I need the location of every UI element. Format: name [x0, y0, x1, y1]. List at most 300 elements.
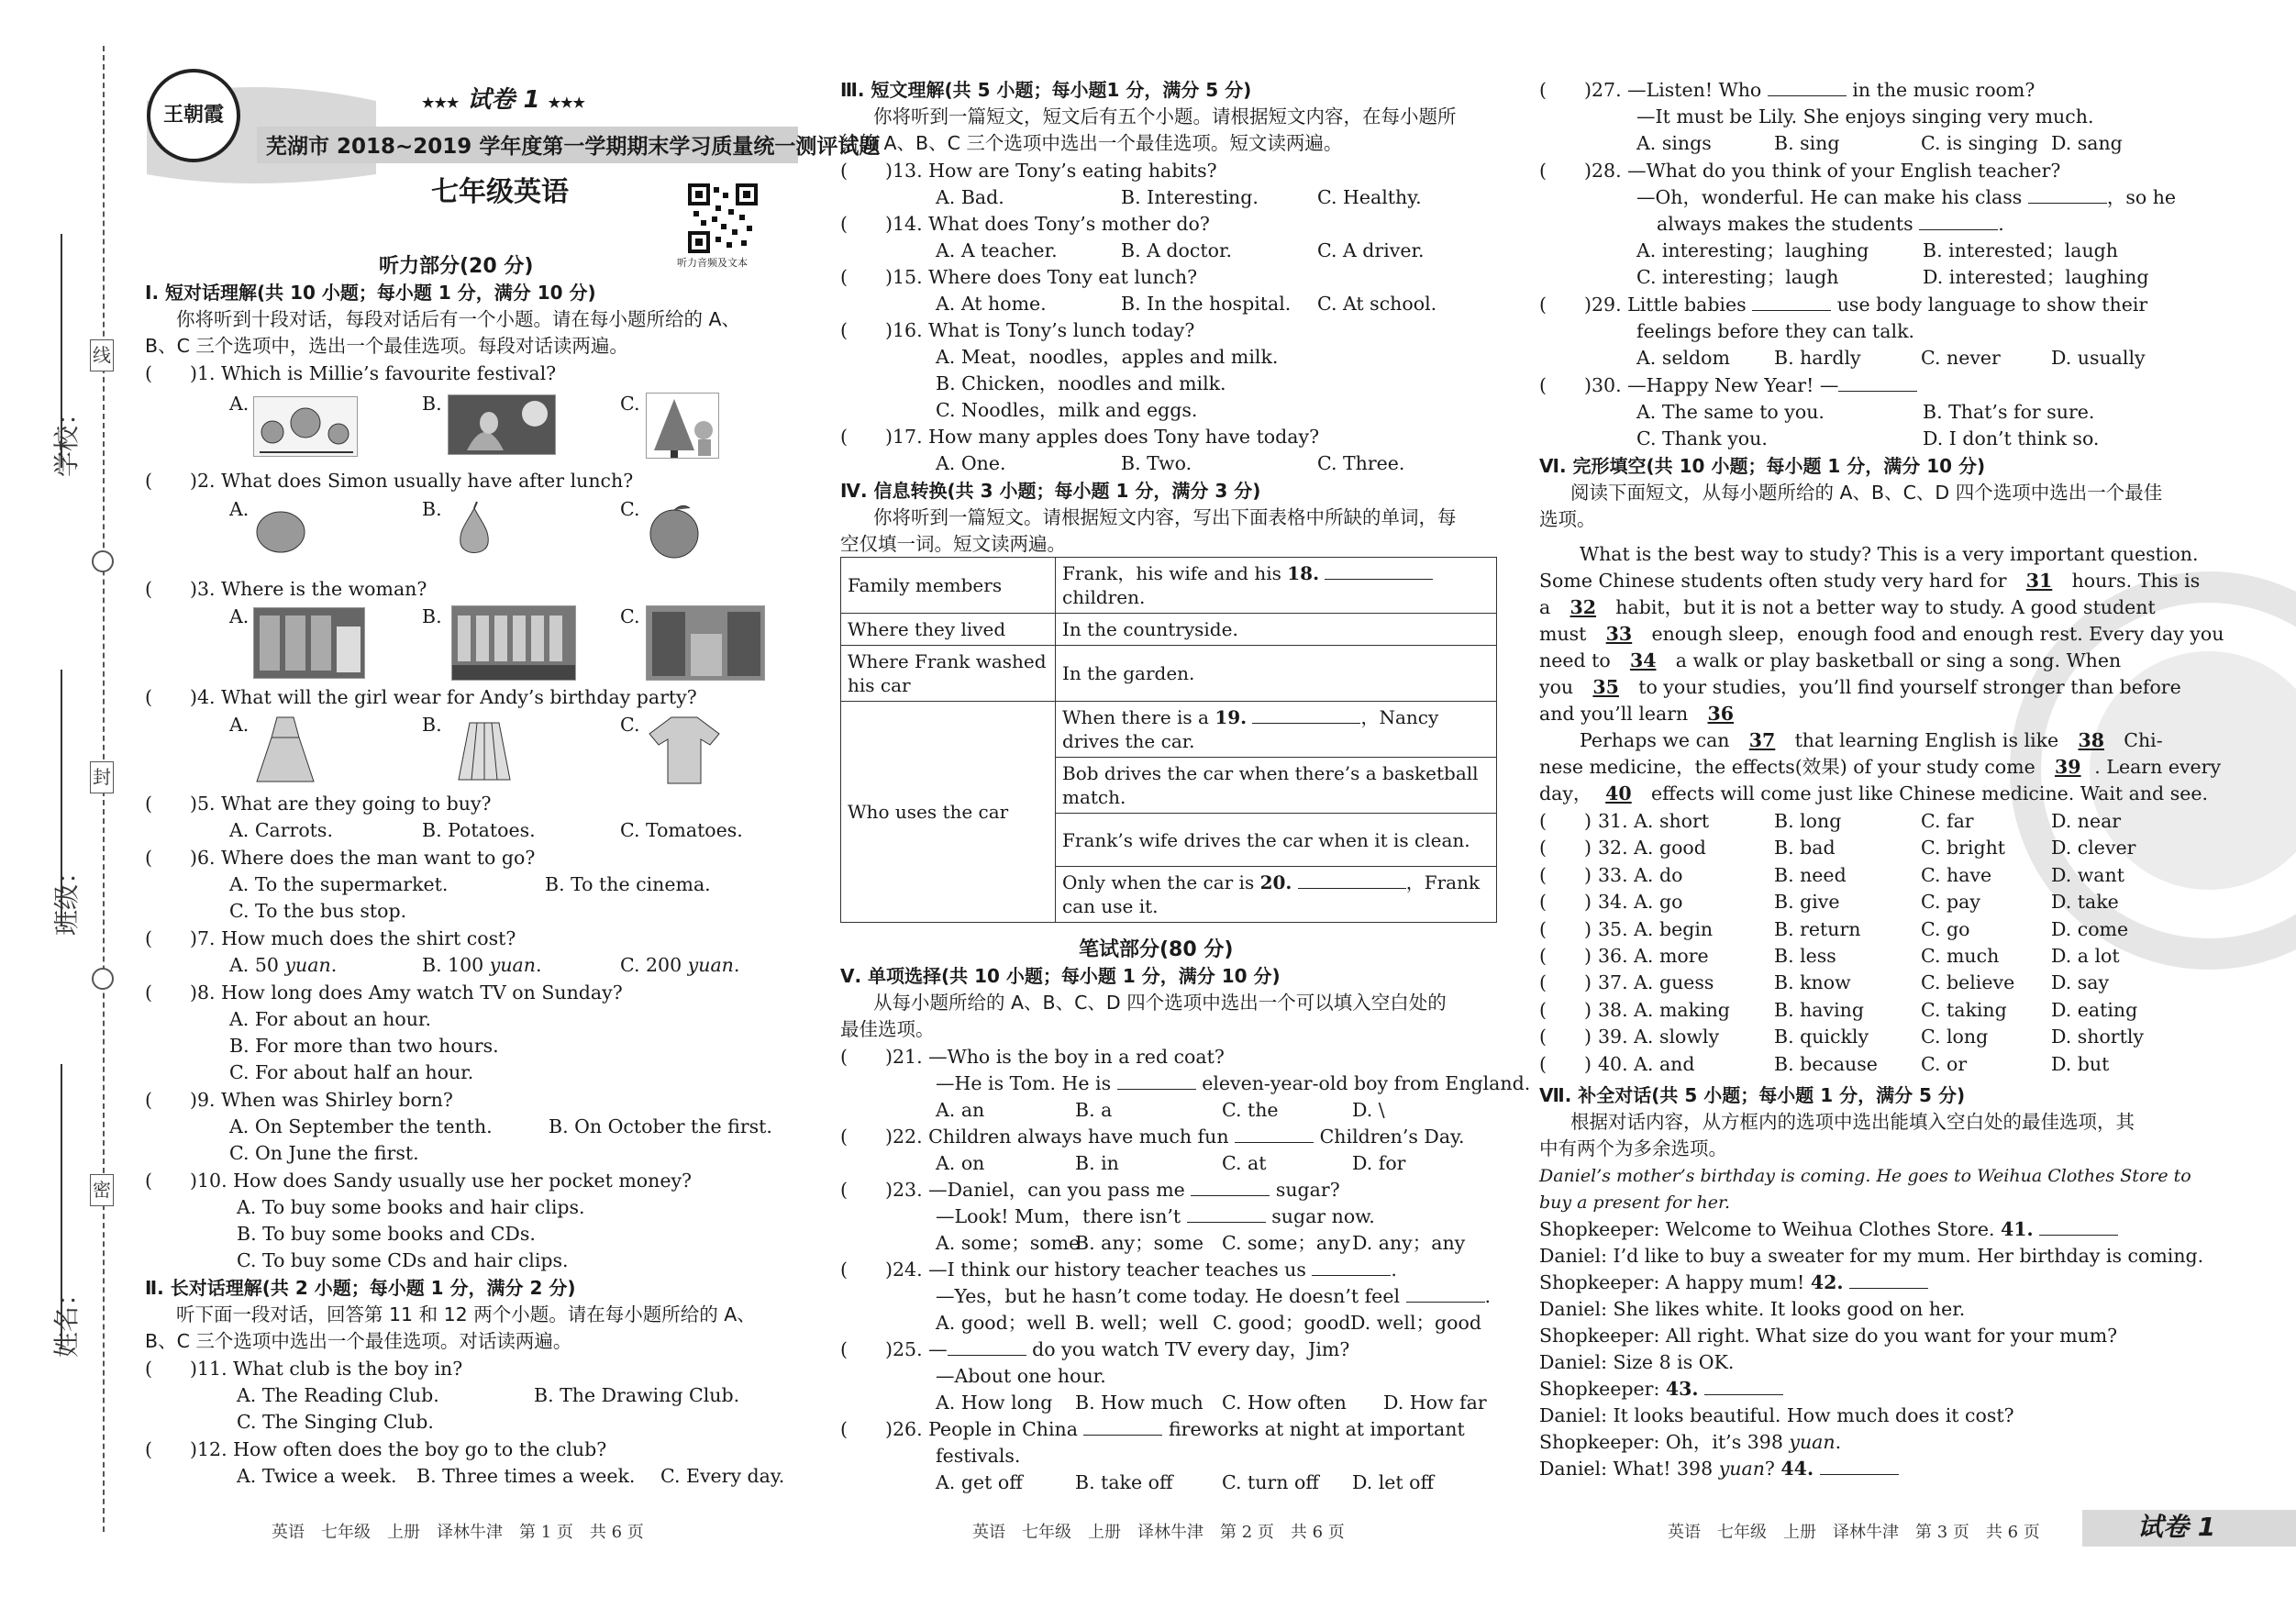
cloze-option[interactable]: C. go	[1921, 917, 1970, 940]
answer-paren[interactable]: ( )	[145, 793, 197, 815]
cloze-option[interactable]: 37. A. guess	[1598, 971, 1714, 994]
blank-41-number: 41.	[2001, 1218, 2034, 1240]
q15-option-b[interactable]: B. In the hospital.	[1121, 293, 1292, 315]
q30-option-c[interactable]: C. Thank you.	[1636, 427, 1768, 449]
dialog-intro-2: buy a present for her.	[1539, 1192, 1731, 1213]
q30[interactable]	[1539, 372, 1917, 399]
q3-image-a-library[interactable]	[253, 607, 365, 679]
answer-paren[interactable]: ( )	[1539, 374, 1592, 396]
q1-option-a-label[interactable]: A.	[229, 393, 250, 415]
q22-option-b[interactable]: B. in	[1075, 1152, 1119, 1174]
q4-image-b-skirt[interactable]	[455, 719, 514, 785]
blank-26[interactable]	[1083, 1417, 1162, 1436]
cloze-option[interactable]: 36. A. more	[1598, 945, 1709, 967]
answer-paren[interactable]: ( )	[840, 1126, 893, 1148]
q2-text: 2. What does Simon usually have after lunch?	[197, 470, 634, 492]
q23-option-b[interactable]: B. any；some	[1075, 1232, 1204, 1254]
q11-option-c[interactable]: C. The Singing Club.	[237, 1411, 434, 1433]
cloze-option[interactable]: 40. A. and	[1598, 1052, 1695, 1075]
section-6-intro-2: 选项。	[1539, 508, 1596, 530]
q24-text-2: .	[1391, 1259, 1397, 1281]
q16[interactable]	[840, 317, 1194, 344]
blank-41[interactable]	[2039, 1217, 2118, 1236]
q14[interactable]	[840, 211, 1210, 238]
q7-option-b[interactable]: B. 100 yuan.	[422, 954, 542, 976]
table-key: Family members	[841, 558, 1056, 614]
blank-35[interactable]: 35	[1592, 676, 1619, 698]
answer-paren[interactable]: ( )	[840, 426, 893, 448]
answer-paren[interactable]: ( )	[840, 1179, 893, 1201]
q29-option-d[interactable]: D. usually	[2051, 347, 2146, 369]
q27[interactable]	[1539, 77, 2035, 104]
q11[interactable]	[145, 1356, 462, 1382]
blank-22[interactable]	[1235, 1125, 1314, 1143]
q23-option-c[interactable]: C. some；any	[1222, 1232, 1350, 1254]
q13-option-a[interactable]: A. Bad.	[936, 186, 1004, 208]
q9-text: 9. When was Shirley born?	[197, 1089, 453, 1111]
exam-tag	[422, 87, 585, 116]
answer-paren[interactable]: ( )	[840, 1418, 893, 1440]
blank-34[interactable]: 34	[1629, 649, 1657, 671]
cloze-option[interactable]: B. quickly	[1774, 1026, 1869, 1048]
cloze-option[interactable]: B. because	[1774, 1052, 1878, 1075]
q2[interactable]	[145, 468, 633, 494]
q4-option-b-label[interactable]: B.	[422, 714, 442, 736]
blank-39[interactable]: 39	[2055, 756, 2081, 778]
cloze-option[interactable]: D. say	[2051, 971, 2110, 994]
q13[interactable]	[840, 158, 1217, 184]
yuan-unit: yuan	[687, 954, 734, 976]
cloze-option[interactable]: D. clever	[2051, 837, 2136, 859]
q24-option-c[interactable]: C. good；good	[1213, 1312, 1351, 1334]
q8[interactable]	[145, 980, 623, 1006]
dialog-text: Daniel: What! 398	[1539, 1458, 1714, 1480]
q30-option-d[interactable]: D. I don’t think so.	[1923, 427, 2100, 449]
cloze-option[interactable]: C. long	[1921, 1026, 1989, 1048]
q9[interactable]	[145, 1087, 453, 1114]
cloze-option[interactable]: B. bad	[1774, 837, 1836, 859]
q16-option-a[interactable]: A. Meat，noodles，apples and milk.	[936, 346, 1279, 368]
q28-text-3: ，so he	[2106, 186, 2177, 208]
q10-option-a[interactable]: A. To buy some books and hair clips.	[237, 1196, 585, 1218]
q28-option-b[interactable]: B. interested；laugh	[1923, 239, 2118, 261]
answer-paren[interactable]: ( )	[1539, 160, 1592, 182]
q22-option-a[interactable]: A. on	[936, 1152, 985, 1174]
answer-paren[interactable]: ( )	[840, 1046, 893, 1068]
cloze-option[interactable]: 38. A. making	[1598, 998, 1730, 1021]
section-3-intro-1: 你将听到一篇短文，短文后有五个小题。请根据短文内容，在每小题所	[873, 105, 1457, 128]
q23-option-a[interactable]: A. some；some	[936, 1232, 1081, 1254]
q26-option-b[interactable]: B. take off	[1075, 1471, 1173, 1493]
q25-option-d[interactable]: D. How far	[1383, 1392, 1487, 1414]
q17-option-c[interactable]: C. Three.	[1317, 452, 1405, 474]
q1[interactable]	[145, 360, 556, 387]
q2-option-a-label[interactable]: A.	[229, 498, 250, 520]
blank-23a[interactable]	[1191, 1178, 1270, 1196]
row4-text-4: ，Frank can use it.	[1062, 871, 1481, 917]
q4[interactable]	[145, 684, 697, 711]
q6-option-a[interactable]: A. To the supermarket.	[229, 873, 449, 895]
dialog-line-2: Daniel: I’d like to buy a sweater for my mum. Her birthday is coming.	[1539, 1245, 2204, 1267]
section-1-intro-1: 你将听到十段对话，每段对话后有一个小题。请在每小题所给的 A、	[176, 308, 741, 330]
q3-option-b-label[interactable]: B.	[422, 605, 442, 627]
blank-38[interactable]: 38	[2078, 729, 2104, 751]
q17-option-a[interactable]: A. One.	[936, 452, 1006, 474]
blank-40[interactable]: 40	[1605, 782, 1632, 804]
section-7-heading: Ⅶ. 补全对话(共 5 小题；每小题 1 分，满分 5 分)	[1539, 1084, 1966, 1106]
cloze-option[interactable]: C. have	[1921, 863, 1992, 886]
cloze-option[interactable]: B. less	[1774, 945, 1836, 967]
cloze-option[interactable]: B. having	[1774, 998, 1864, 1021]
answer-paren[interactable]: ( )	[1539, 971, 1592, 994]
stars-left: ★★★	[422, 94, 460, 111]
cloze-option[interactable]: B. long	[1774, 810, 1842, 832]
q6[interactable]	[145, 845, 535, 871]
written-title: 笔试部分(80 分)	[1079, 938, 1234, 961]
q5[interactable]	[145, 791, 492, 817]
q10[interactable]	[145, 1168, 692, 1194]
q8-option-c[interactable]: C. For about half an hour.	[229, 1061, 474, 1083]
q14-option-b[interactable]: B. A doctor.	[1121, 239, 1233, 261]
cloze-line-5	[1539, 648, 2121, 674]
answer-paren[interactable]: ( )	[1539, 917, 1592, 940]
q2-image-c-orange[interactable]	[646, 501, 703, 560]
blank-21[interactable]	[1117, 1071, 1196, 1090]
blank-37[interactable]: 37	[1748, 729, 1776, 751]
q24[interactable]	[840, 1257, 1397, 1283]
listening-title: 听力部分(20 分)	[379, 255, 534, 278]
q25-text-2: do you watch TV every day，Jim?	[1032, 1338, 1350, 1360]
q2-option-c-label[interactable]: C.	[620, 498, 640, 520]
answer-paren[interactable]: ( )	[840, 266, 893, 288]
school-field[interactable]	[61, 234, 62, 468]
blank-24a[interactable]	[1312, 1258, 1391, 1276]
q29[interactable]	[1539, 292, 2147, 318]
cloze-option[interactable]: B. give	[1774, 891, 1840, 914]
q27-option-b[interactable]: B. sing	[1774, 132, 1840, 154]
q10-option-b[interactable]: B. To buy some books and CDs.	[237, 1223, 536, 1245]
cloze-text: nese medicine，the effects(效果) of your study come	[1539, 756, 2035, 778]
q12[interactable]	[145, 1436, 606, 1463]
q3-image-b-shop[interactable]	[451, 605, 576, 681]
q26-option-c[interactable]: C. turn off	[1222, 1471, 1319, 1493]
q15[interactable]	[840, 264, 1197, 291]
cloze-option[interactable]: D. but	[2051, 1052, 2110, 1075]
q3[interactable]	[145, 576, 427, 603]
answer-paren[interactable]: ( )	[1539, 891, 1592, 914]
answer-paren[interactable]: ( )	[1539, 810, 1592, 832]
answer-paren[interactable]: ( )	[145, 470, 197, 492]
table-row	[841, 702, 1497, 758]
cloze-text: Perhaps we can	[1580, 729, 1730, 751]
cloze-option[interactable]: 35. A. begin	[1598, 917, 1714, 940]
q24-option-a[interactable]: A. good；well	[936, 1312, 1067, 1334]
q30-option-b[interactable]: B. That’s for sure.	[1923, 401, 2095, 423]
q22-text-2: Children’s Day.	[1319, 1126, 1465, 1148]
q9-option-c[interactable]: C. On June the first.	[229, 1142, 419, 1164]
q16-text: 16. What is Tony’s lunch today?	[893, 319, 1195, 341]
q3-option-a-label[interactable]: A.	[229, 605, 250, 627]
table-value: In the countryside.	[1056, 614, 1497, 646]
blank-24b[interactable]	[1406, 1284, 1485, 1303]
q24-option-b[interactable]: B. well；well	[1075, 1312, 1199, 1334]
blank-28a[interactable]	[2028, 185, 2107, 204]
q10-option-c[interactable]: C. To buy some CDs and hair clips.	[237, 1249, 569, 1271]
cloze-option[interactable]: C. bright	[1921, 837, 2006, 859]
cloze-option[interactable]: D. eating	[2051, 998, 2138, 1021]
answer-paren[interactable]: ( )	[840, 160, 893, 182]
cloze-option[interactable]: D. near	[2051, 810, 2122, 832]
q22-option-d[interactable]: D. for	[1352, 1152, 1406, 1174]
table-row	[841, 558, 1497, 614]
answer-paren[interactable]: ( )	[1539, 1026, 1592, 1048]
q28[interactable]	[1539, 158, 2060, 184]
q12-option-c[interactable]: C. Every day.	[660, 1465, 785, 1487]
q27-text: 27. —Listen! Who	[1592, 79, 1762, 101]
cloze-option[interactable]: C. far	[1921, 810, 1974, 832]
q27-option-c[interactable]: C. is singing	[1921, 132, 2038, 154]
q28-text-5: .	[1998, 213, 2004, 235]
q13-option-c[interactable]: C. Healthy.	[1317, 186, 1422, 208]
cloze-option[interactable]: B. know	[1774, 971, 1851, 994]
answer-paren[interactable]: ( )	[145, 981, 197, 1004]
footer-page-2: 英语 七年级 上册 译林牛津 第 2 页 共 6 页	[972, 1523, 1345, 1542]
answer-paren[interactable]: ( )	[840, 213, 893, 235]
q17-option-b[interactable]: B. Two.	[1121, 452, 1192, 474]
blank-43-number: 43.	[1665, 1378, 1699, 1400]
blank-19[interactable]	[1252, 705, 1360, 724]
q6-option-c[interactable]: C. To the bus stop.	[229, 900, 407, 922]
blank-27[interactable]	[1768, 78, 1847, 96]
answer-paren[interactable]: ( )	[1539, 79, 1592, 101]
q7-option-c[interactable]: C. 200 yuan.	[620, 954, 740, 976]
section-2-intro-1: 听下面一段对话，回答第 11 和 12 两个小题。请在每小题所给的 A、	[176, 1303, 756, 1325]
q2-image-a-pear[interactable]	[253, 505, 308, 556]
q4-image-a-dress[interactable]	[253, 714, 317, 787]
answer-paren[interactable]: ( )	[145, 927, 197, 949]
qr-code[interactable]	[688, 183, 758, 253]
answer-paren[interactable]: ( )	[1539, 945, 1592, 967]
q23-text-3: —Look! Mum，there isn’t	[936, 1205, 1181, 1227]
cloze-text: must	[1539, 623, 1587, 645]
q12-option-a[interactable]: A. Twice a week.	[237, 1465, 397, 1487]
answer-paren[interactable]: ( )	[145, 1089, 197, 1111]
q24-option-d[interactable]: D. well；good	[1350, 1312, 1481, 1334]
q1-image-a[interactable]	[253, 396, 358, 457]
answer-paren[interactable]: ( )	[145, 362, 197, 384]
q16-option-b[interactable]: B. Chicken，noodles and milk.	[936, 372, 1226, 394]
cloze-option[interactable]: C. or	[1921, 1052, 1968, 1075]
answer-paren[interactable]: ( )	[1539, 294, 1592, 316]
blank-33[interactable]: 33	[1605, 623, 1633, 645]
blank-31[interactable]: 31	[2025, 570, 2053, 592]
q9-option-a[interactable]: A. On September the tenth.	[229, 1115, 493, 1137]
q7b-text: B. 100	[422, 954, 484, 976]
q8-option-a[interactable]: A. For about an hour.	[229, 1008, 431, 1030]
answer-paren[interactable]: ( )	[145, 847, 197, 869]
blank-30[interactable]	[1838, 373, 1917, 392]
answer-paren[interactable]: ( )	[145, 578, 197, 600]
blank-18[interactable]	[1325, 561, 1433, 580]
cloze-option[interactable]: 33. A. do	[1598, 863, 1683, 886]
table-key: Who uses the car	[841, 702, 1056, 923]
q21-option-d[interactable]: D. \	[1352, 1099, 1385, 1121]
q1-image-b[interactable]	[448, 394, 556, 455]
answer-paren[interactable]: ( )	[145, 686, 197, 708]
class-field[interactable]	[61, 670, 62, 926]
q26[interactable]	[840, 1416, 1465, 1443]
answer-paren[interactable]: ( )	[1539, 863, 1592, 886]
q23[interactable]	[840, 1177, 1340, 1203]
blank-42[interactable]	[1849, 1270, 1928, 1289]
cloze-option[interactable]: D. a lot	[2051, 945, 2120, 967]
q21-option-a[interactable]: A. an	[936, 1099, 985, 1121]
q14-option-c[interactable]: C. A driver.	[1317, 239, 1425, 261]
cloze-option[interactable]: B. need	[1774, 863, 1847, 886]
name-label: 姓名：	[51, 1280, 82, 1358]
blank-25[interactable]	[948, 1337, 1026, 1356]
q29-option-a[interactable]: A. seldom	[1636, 347, 1730, 369]
answer-paren[interactable]: ( )	[145, 1358, 197, 1380]
q21[interactable]	[840, 1044, 1225, 1070]
cloze-option[interactable]: C. pay	[1921, 891, 1980, 914]
q14-option-a[interactable]: A. A teacher.	[936, 239, 1058, 261]
cloze-line-8	[1580, 727, 2163, 754]
q12-option-b[interactable]: B. Three times a week.	[416, 1465, 636, 1487]
q13-option-b[interactable]: B. Interesting.	[1121, 186, 1259, 208]
answer-paren[interactable]: ( )	[1539, 1052, 1592, 1075]
cloze-line-9	[1539, 754, 2221, 781]
q26-option-d[interactable]: D. let off	[1352, 1471, 1435, 1493]
section-5-heading: Ⅴ. 单项选择(共 10 小题；每小题 1 分，满分 10 分)	[840, 965, 1281, 987]
cloze-option[interactable]: C. taking	[1921, 998, 2007, 1021]
section-2-heading: Ⅱ. 长对话理解(共 2 小题；每小题 1 分，满分 2 分)	[145, 1277, 576, 1299]
cloze-option[interactable]: 31. A. short	[1598, 810, 1710, 832]
exam-title: 芜湖市 2018~2019 学年度第一学期期末学习质量统一测评试题	[266, 135, 881, 159]
answer-paren[interactable]: ( )	[1539, 837, 1592, 859]
q2-image-b-pear[interactable]	[451, 501, 497, 560]
q1-image-c[interactable]	[646, 393, 719, 459]
dialog-line-10: Daniel: What! 398 yuan? 44.	[1539, 1456, 1899, 1482]
q26-option-a[interactable]: A. get off	[936, 1471, 1023, 1493]
q23-option-d[interactable]: D. any；any	[1352, 1232, 1466, 1254]
q4-image-c-coat[interactable]	[646, 714, 723, 787]
q5-option-b[interactable]: B. Potatoes.	[422, 819, 536, 841]
blank-28b[interactable]	[1919, 212, 1998, 230]
cloze-option[interactable]: C. believe	[1921, 971, 2015, 994]
q4-option-c-label[interactable]: C.	[620, 714, 640, 736]
q2-option-b-label[interactable]: B.	[422, 498, 442, 520]
q11-option-b[interactable]: B. The Drawing Club.	[534, 1384, 740, 1406]
name-field[interactable]	[61, 1064, 62, 1348]
q9-option-b[interactable]: B. On October the first.	[549, 1115, 772, 1137]
answer-paren[interactable]: ( )	[840, 319, 893, 341]
q7[interactable]	[145, 926, 516, 952]
q15-option-a[interactable]: A. At home.	[936, 293, 1047, 315]
q29-option-b[interactable]: B. hardly	[1774, 347, 1861, 369]
answer-paren[interactable]: ( )	[840, 1338, 893, 1360]
q1-option-c-label[interactable]: C.	[620, 393, 640, 415]
q21-option-c[interactable]: C. the	[1222, 1099, 1279, 1121]
q25[interactable]	[840, 1336, 1349, 1363]
q8-option-b[interactable]: B. For more than two hours.	[229, 1035, 499, 1057]
blank-44[interactable]	[1820, 1457, 1899, 1475]
blank-23b[interactable]	[1187, 1204, 1266, 1223]
q4-option-a-label[interactable]: A.	[229, 714, 250, 736]
q25-option-a[interactable]: A. How long	[936, 1392, 1053, 1414]
q27-line-2: —It must be Lily. She enjoys singing very much.	[1636, 105, 2094, 128]
q27-option-a[interactable]: A. sings	[1636, 132, 1712, 154]
yuan-unit: yuan	[1718, 1458, 1765, 1480]
answer-paren[interactable]: ( )	[145, 1438, 197, 1460]
q26-line-2: festivals.	[936, 1445, 1021, 1467]
blank-43[interactable]	[1704, 1377, 1783, 1395]
q28-option-c[interactable]: C. interesting；laugh	[1636, 266, 1839, 288]
cloze-option[interactable]: D. take	[2051, 891, 2119, 914]
q25-option-c[interactable]: C. How often	[1222, 1392, 1347, 1414]
cloze-option[interactable]: D. come	[2051, 917, 2129, 940]
q23-line-2	[936, 1203, 1375, 1230]
cloze-text: need to	[1539, 649, 1611, 671]
blank-32[interactable]: 32	[1569, 596, 1597, 618]
cloze-text: habit，but it is not a better way to study. A good student	[1615, 596, 2156, 618]
q28-text: 28. —What do you think of your English teacher?	[1592, 160, 2061, 182]
answer-paren[interactable]: ( )	[1539, 998, 1592, 1021]
cloze-text: and you’ll learn	[1539, 703, 1689, 725]
cloze-option[interactable]: D. want	[2051, 863, 2124, 886]
q25-option-b[interactable]: B. How much	[1075, 1392, 1203, 1414]
cloze-option[interactable]: C. much	[1921, 945, 2000, 967]
q6-option-b[interactable]: B. To the cinema.	[545, 873, 711, 895]
q11-option-a[interactable]: A. The Reading Club.	[237, 1384, 439, 1406]
q28-option-d[interactable]: D. interested；laughing	[1923, 266, 2149, 288]
cloze-option[interactable]: 39. A. slowly	[1598, 1026, 1720, 1048]
q3-text: 3. Where is the woman?	[197, 578, 427, 600]
q21-option-b[interactable]: B. a	[1075, 1099, 1113, 1121]
cloze-option[interactable]: D. shortly	[2051, 1026, 2144, 1048]
answer-paren[interactable]: ( )	[840, 1259, 893, 1281]
q7-option-a[interactable]: A. 50 yuan.	[229, 954, 338, 976]
q29-option-c[interactable]: C. never	[1921, 347, 2001, 369]
q5-option-c[interactable]: C. Tomatoes.	[620, 819, 743, 841]
q27-option-d[interactable]: D. sang	[2051, 132, 2123, 154]
q16-option-c[interactable]: C. Noodles，milk and eggs.	[936, 399, 1198, 421]
q5-option-a[interactable]: A. Carrots.	[229, 819, 333, 841]
q3-image-c-supermarket[interactable]	[646, 605, 765, 681]
cloze-option[interactable]: B. return	[1774, 917, 1861, 940]
q3-option-c-label[interactable]: C.	[620, 605, 640, 627]
q17[interactable]	[840, 424, 1319, 450]
q28-option-a[interactable]: A. interesting；laughing	[1636, 239, 1869, 261]
blank-36[interactable]: 36	[1707, 703, 1735, 725]
q22[interactable]	[840, 1124, 1464, 1150]
row1-text: Frank，his wife and his	[1062, 562, 1281, 584]
q30-option-a[interactable]: A. The same to you.	[1636, 401, 1825, 423]
q1-option-b-label[interactable]: B.	[422, 393, 442, 415]
table-value	[1056, 867, 1497, 923]
answer-paren[interactable]: ( )	[145, 1170, 197, 1192]
q15-option-c[interactable]: C. At school.	[1317, 293, 1437, 315]
q22-option-c[interactable]: C. at	[1222, 1152, 1267, 1174]
q10-text: 10. How does Sandy usually use her pocket money?	[197, 1170, 693, 1192]
row4-text-2: ，Nancy drives the car.	[1062, 706, 1439, 752]
footer-page-1: 英语 七年级 上册 译林牛津 第 1 页 共 6 页	[272, 1523, 644, 1542]
cloze-option[interactable]: 34. A. go	[1598, 891, 1683, 914]
blank-20[interactable]	[1298, 871, 1406, 889]
dialog-text: Shopkeeper: Oh，it’s 398	[1539, 1431, 1783, 1453]
blank-29[interactable]	[1752, 293, 1831, 311]
cloze-option[interactable]: 32. A. good	[1598, 837, 1706, 859]
